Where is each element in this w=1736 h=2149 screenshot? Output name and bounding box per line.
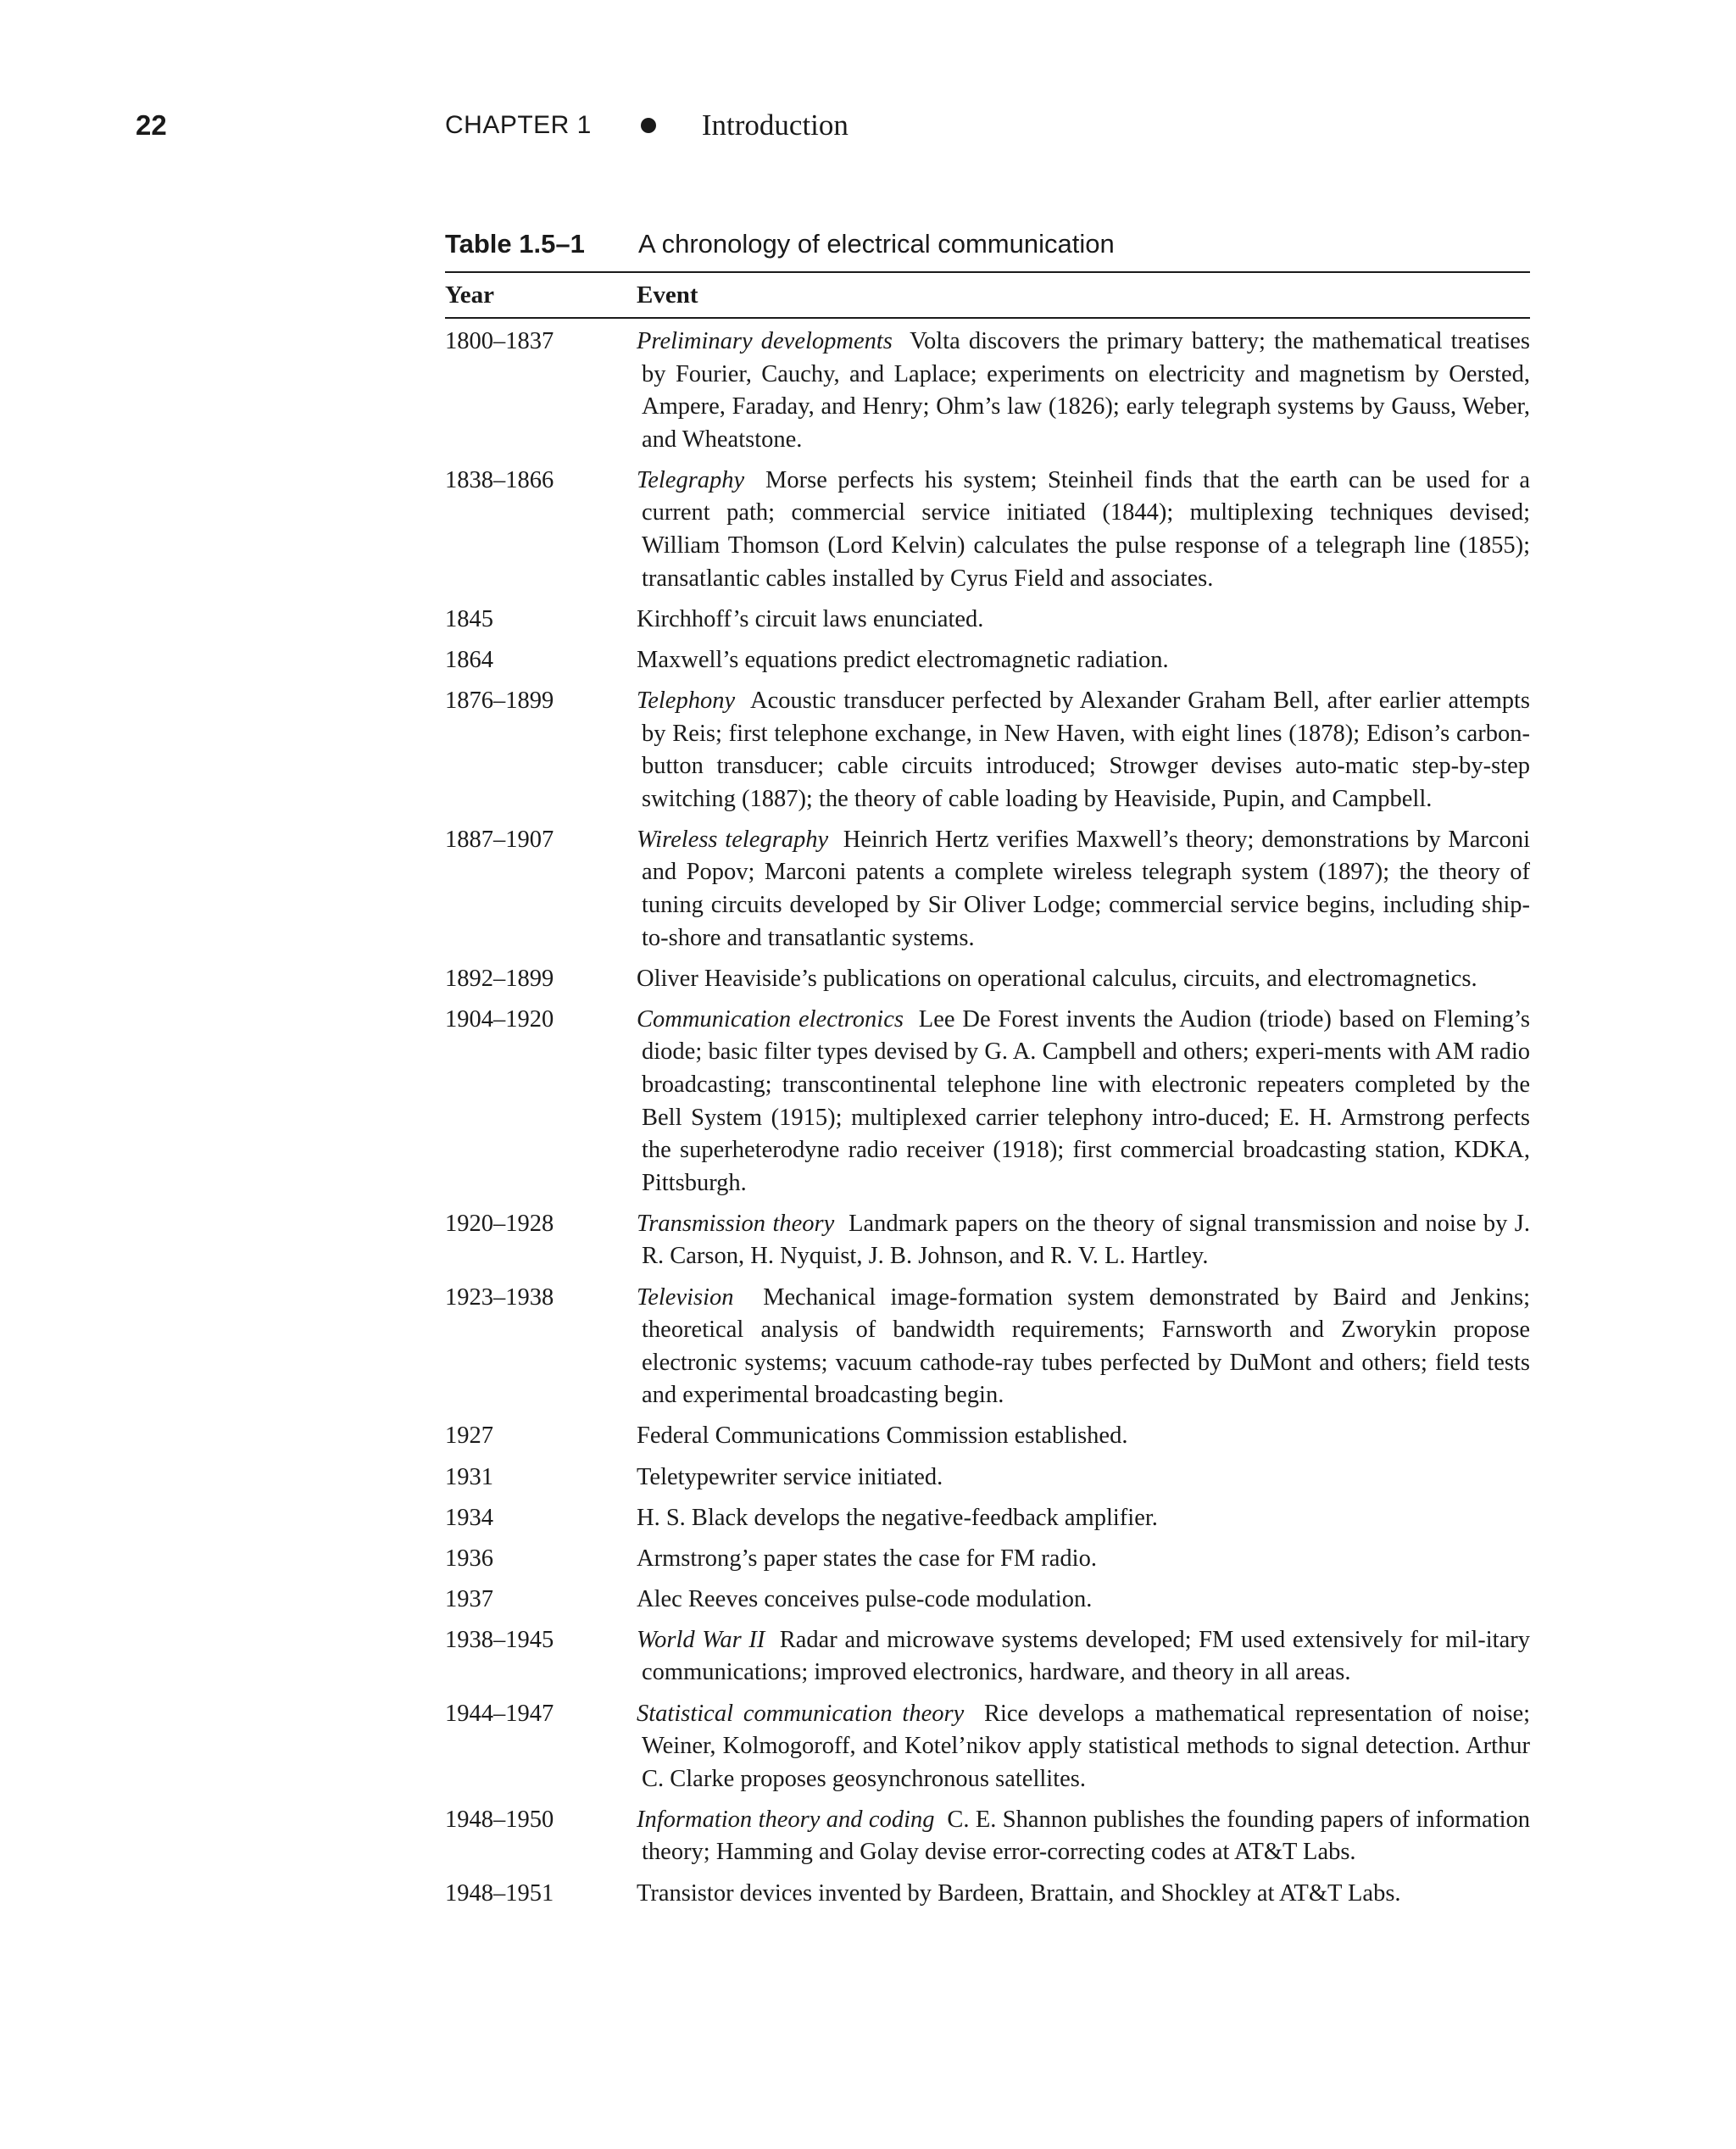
event-topic: Television (637, 1283, 734, 1311)
column-header-event: Event (637, 281, 698, 309)
event-description: Radar and microwave systems developed; FM used extensively for mil-itary communications; improved electronics, hardware, and theory in all areas. (642, 1626, 1530, 1686)
row-event (637, 1461, 1530, 1495)
row-event (637, 1698, 1530, 1796)
event-description: Alec Reeves conceives pulse-code modulation. (637, 1585, 1093, 1612)
running-head-chapter: CHAPTER 1 (445, 111, 592, 139)
running-head (445, 107, 849, 144)
event-description: Heinrich Hertz verifies Maxwell’s theory; demonstrations by Marconi and Popov; Marconi patents a complete wireless telegraph system (1897); the theory of tuning circuits developed by Sir Oliver Lodge; commercial service begins, including ship-to-shore and transatlantic systems. (642, 826, 1530, 951)
table-row (445, 1698, 1530, 1796)
table-row (445, 1543, 1530, 1576)
table-row (445, 1282, 1530, 1412)
row-year: 1876–1899 (445, 687, 554, 714)
event-topic: World War II (637, 1626, 765, 1653)
row-year: 1948–1951 (445, 1879, 554, 1907)
event-description: Maxwell’s equations predict electromagnetic radiation. (637, 646, 1169, 673)
column-header-year: Year (445, 281, 494, 309)
row-year: 1931 (445, 1463, 493, 1490)
row-event (637, 685, 1530, 816)
table-row (445, 1208, 1530, 1273)
row-event (637, 1878, 1530, 1911)
page-number: 22 (136, 109, 167, 141)
table-row (445, 963, 1530, 996)
row-event (637, 1804, 1530, 1869)
table-header-row (445, 273, 1530, 317)
row-year: 1934 (445, 1504, 493, 1531)
event-topic: Information theory and coding (637, 1806, 935, 1833)
table-row (445, 604, 1530, 637)
event-description: Federal Communications Commission established. (637, 1422, 1128, 1450)
table-row (445, 1584, 1530, 1617)
row-event (637, 1624, 1530, 1690)
row-event (637, 963, 1530, 996)
event-description: Kirchhoff’s circuit laws enunciated. (637, 605, 984, 632)
event-topic: Statistical communication theory (637, 1700, 965, 1727)
event-description: Lee De Forest invents the Audion (triode) based on Fleming’s diode; basic filter types devised by G. A. Campbell and others; experi-ments with AM radio broadcasting; transcontinental telephone line with electronic repeaters completed by the Bell System (1915); multiplexed carrier telephony intro-duced; E. H. Armstrong perfects the superheterodyne radio receiver (1918); first commercial broadcasting station, KDKA, Pittsburgh. (642, 1005, 1531, 1196)
table-caption-text: A chronology of electrical communication (638, 229, 1115, 259)
row-year: 1936 (445, 1545, 493, 1572)
row-year: 1904–1920 (445, 1005, 554, 1033)
event-topic: Wireless telegraphy (637, 826, 829, 853)
row-year: 1948–1950 (445, 1806, 554, 1833)
row-event (637, 1004, 1530, 1200)
table-body (445, 319, 1530, 1910)
event-description: Teletypewriter service initiated. (637, 1463, 943, 1490)
event-topic: Telegraphy (637, 466, 745, 493)
table-row (445, 1804, 1530, 1869)
table-row (445, 1878, 1530, 1911)
table-row (445, 1420, 1530, 1453)
event-description: C. E. Shannon publishes the founding papers of information theory; Hamming and Golay devise error-correcting codes at AT&T Labs. (642, 1806, 1531, 1866)
row-year: 1887–1907 (445, 826, 554, 853)
row-event (637, 1208, 1530, 1273)
table-caption (445, 229, 1530, 271)
row-year: 1927 (445, 1422, 493, 1450)
row-event (637, 824, 1530, 955)
event-description: Armstrong’s paper states the case for FM radio. (637, 1545, 1097, 1572)
event-topic: Telephony (637, 687, 736, 714)
row-event (637, 1584, 1530, 1617)
event-topic: Transmission theory (637, 1210, 835, 1237)
table-row (445, 644, 1530, 677)
chronology-table (445, 229, 1530, 1918)
event-topic: Communication electronics (637, 1005, 904, 1033)
event-description: Acoustic transducer perfected by Alexander Graham Bell, after earlier attempts by Reis; first telephone exchange, in New Haven, with eight lines (1878); Edison’s carbon-button transducer; cable circuits introduced; Strowger devises auto-matic step-by-step switching (1887); the theory of cable loading by Heaviside, Pupin, and Campbell. (642, 687, 1531, 812)
event-description: Oliver Heaviside’s publications on operational calculus, circuits, and electromagnetics. (637, 965, 1477, 992)
row-event (637, 1282, 1530, 1412)
row-event (637, 644, 1530, 677)
row-year: 1800–1837 (445, 328, 554, 354)
table-row (445, 824, 1530, 955)
event-description: Rice develops a mathematical representation of noise; Weiner, Kolmogoroff, and Kotel’nikov apply statistical methods to signal detection. Arthur C. Clarke proposes geosynchronous satellites. (642, 1700, 1531, 1792)
row-year: 1938–1945 (445, 1626, 554, 1653)
event-description: Transistor devices invented by Bardeen, Brattain, and Shockley at AT&T Labs. (637, 1879, 1401, 1907)
row-event (637, 1420, 1530, 1453)
event-description: Landmark papers on the theory of signal transmission and noise by J. R. Carson, H. Nyquist, J. B. Johnson, and R. V. L. Hartley. (642, 1210, 1531, 1270)
row-event (637, 604, 1530, 637)
row-year: 1944–1947 (445, 1700, 554, 1727)
event-description: Volta discovers the primary battery; the mathematical treatises by Fourier, Cauchy, and Laplace; experiments on electricity and magnetism by Oersted, Ampere, Faraday, and Henry; Ohm’s law (1826); early telegraph systems by Gauss, Weber, and Wheatstone. (642, 328, 1531, 453)
table-row (445, 465, 1530, 595)
row-year: 1920–1928 (445, 1210, 554, 1237)
table-row (445, 326, 1530, 456)
row-year: 1923–1938 (445, 1283, 554, 1311)
row-year: 1838–1866 (445, 466, 554, 493)
table-row (445, 1461, 1530, 1495)
table-row (445, 1624, 1530, 1690)
event-description: H. S. Black develops the negative-feedback amplifier. (637, 1504, 1158, 1531)
row-year: 1864 (445, 646, 493, 673)
event-description: Morse perfects his system; Steinheil finds that the earth can be used for a current path; commercial service initiated (1844); multiplexing techniques devised; William Thomson (Lord Kelvin) calculates the pulse response of a telegraph line (1855); transatlantic cables installed by Cyrus Field and associates. (642, 466, 1531, 592)
row-year: 1892–1899 (445, 965, 554, 992)
table-row (445, 1502, 1530, 1535)
running-head-title: Introduction (701, 109, 849, 142)
event-description: Mechanical image-formation system demonstrated by Baird and Jenkins; theoretical analysis of bandwidth requirements; Farnsworth and Zworykin propose electronic systems; vacuum cathode-ray tubes perfected by DuMont and others; field tests and experimental broadcasting begin. (642, 1283, 1530, 1409)
table-row (445, 1004, 1530, 1200)
event-topic: Preliminary developments (637, 328, 893, 354)
row-event (637, 1543, 1530, 1576)
row-event (637, 1502, 1530, 1535)
row-year: 1845 (445, 605, 493, 632)
row-year: 1937 (445, 1585, 493, 1612)
bullet-icon (641, 118, 656, 133)
table-row (445, 685, 1530, 816)
row-event (637, 326, 1530, 456)
row-event (637, 465, 1530, 595)
table-label: Table 1.5–1 (445, 229, 585, 259)
